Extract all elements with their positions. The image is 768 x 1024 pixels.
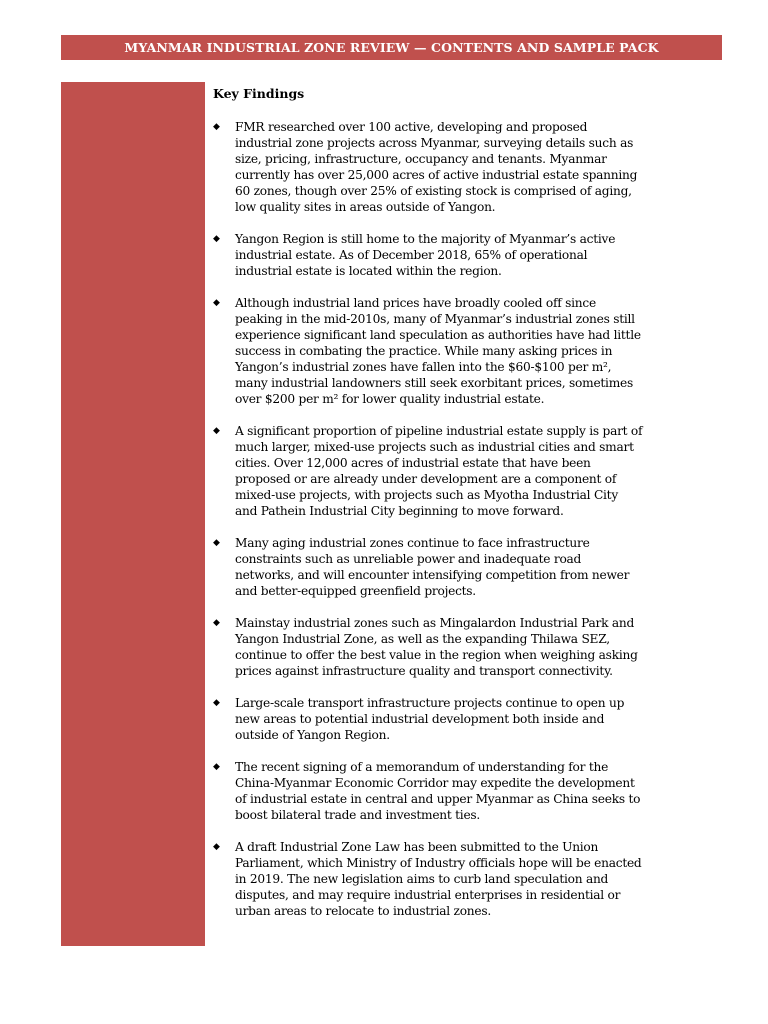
sidebar-accent-bar <box>61 82 205 946</box>
finding-text: Yangon Region is still home to the majority of Myanmar’s active industrial estate. As of December 2018, 65% of operational industrial estate is located within the region. <box>235 232 616 278</box>
diamond-bullet-icon: ◆ <box>213 298 220 308</box>
diamond-bullet-icon: ◆ <box>213 122 220 132</box>
finding-text: Mainstay industrial zones such as Mingalardon Industrial Park and Yangon Industrial Zone, as well as the expanding Thilawa SEZ, continue to offer the best value in the region when weighing asking prices against infrastructure quality and transport connectivity. <box>235 616 638 678</box>
list-item <box>213 839 643 919</box>
list-item <box>213 119 643 215</box>
diamond-bullet-icon: ◆ <box>213 842 220 852</box>
finding-text: A draft Industrial Zone Law has been submitted to the Union Parliament, which Ministry of Industry officials hope will be enacted in 2019. The new legislation aims to curb land speculation and disputes, and may require industrial enterprises in residential or urban areas to relocate to industrial zones. <box>235 840 642 918</box>
list-item <box>213 295 643 407</box>
list-item <box>213 231 643 279</box>
finding-text: Although industrial land prices have broadly cooled off since peaking in the mid-2010s, many of Myanmar’s industrial zones still experience significant land speculation as authorities have had little success in combating the practice. While many asking prices in Yangon’s industrial zones have fallen into the $60-$100 per m², many industrial landowners still seek exorbitant prices, sometimes over $200 per m² for lower quality industrial estate. <box>235 296 641 406</box>
finding-text: The recent signing of a memorandum of understanding for the China-Myanmar Economic Corridor may expedite the development of industrial estate in central and upper Myanmar as China seeks to boost bilateral trade and investment ties. <box>235 760 641 822</box>
diamond-bullet-icon: ◆ <box>213 426 220 436</box>
header-banner <box>61 35 722 60</box>
finding-text: FMR researched over 100 active, developing and proposed industrial zone projects across Myanmar, surveying details such as size, pricing, infrastructure, occupancy and tenants. Myanmar currently has over 25,000 acres of active industrial estate spanning 60 zones, though over 25% of existing stock is comprised of aging, low quality sites in areas outside of Yangon. <box>235 120 638 214</box>
list-item <box>213 759 643 823</box>
list-item <box>213 423 643 519</box>
key-findings-section <box>213 85 643 935</box>
diamond-bullet-icon: ◆ <box>213 762 220 772</box>
diamond-bullet-icon: ◆ <box>213 618 220 628</box>
section-heading: Key Findings <box>213 86 305 101</box>
finding-text: Large-scale transport infrastructure projects continue to open up new areas to potential industrial development both inside and outside of Yangon Region. <box>235 696 625 742</box>
document-title: MYANMAR INDUSTRIAL ZONE REVIEW — CONTENTS AND SAMPLE PACK <box>124 40 659 55</box>
finding-text: A significant proportion of pipeline industrial estate supply is part of much larger, mixed-use projects such as industrial cities and smart cities. Over 12,000 acres of industrial estate that have been proposed or are already under development are a component of mixed-use projects, with projects such as Myotha Industrial City and Pathein Industrial City beginning to move forward. <box>235 424 643 518</box>
finding-text: Many aging industrial zones continue to face infrastructure constraints such as unreliable power and inadequate road networks, and will encounter intensifying competition from newer and better-equipped greenfield projects. <box>235 536 630 598</box>
findings-list <box>213 119 643 919</box>
list-item <box>213 695 643 743</box>
list-item <box>213 615 643 679</box>
diamond-bullet-icon: ◆ <box>213 538 220 548</box>
diamond-bullet-icon: ◆ <box>213 698 220 708</box>
diamond-bullet-icon: ◆ <box>213 234 220 244</box>
list-item <box>213 535 643 599</box>
